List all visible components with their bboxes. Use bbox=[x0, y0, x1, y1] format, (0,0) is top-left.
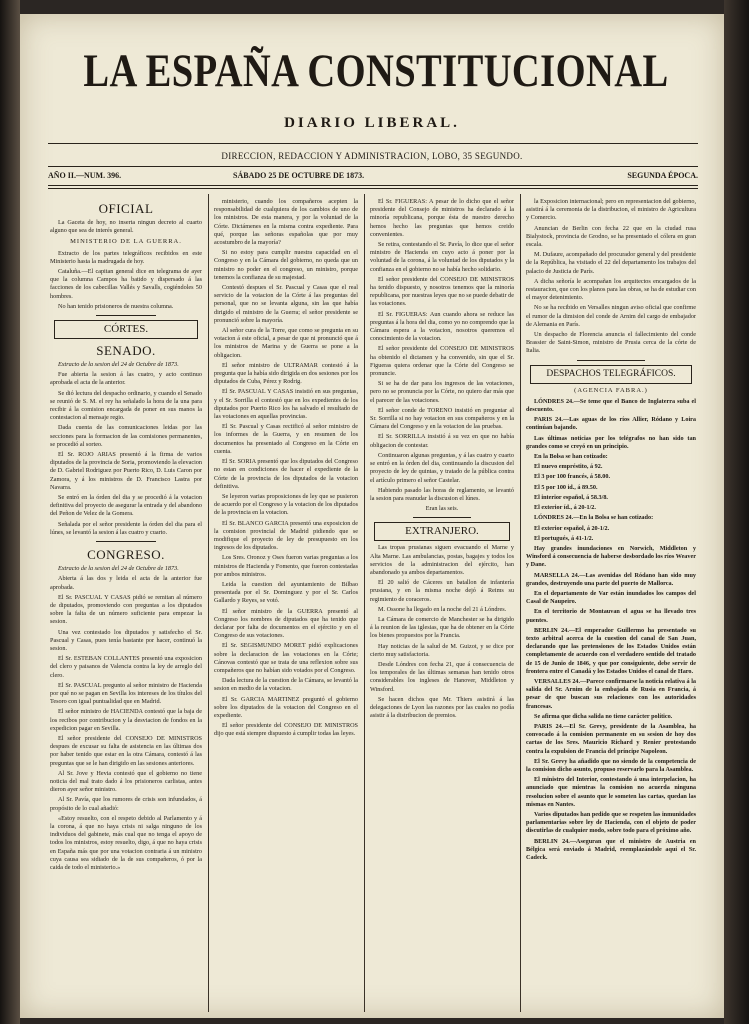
paragraph: El Sr. SEGISMUNDO MORET pidió explicaciones sobre la declaracion de las votaciones en la Córte; Cánovas contestó que se trata de una reflexion sobre sus compañeros que no habían sido votados por el Congreso. bbox=[214, 642, 358, 674]
header-rule-top bbox=[48, 143, 698, 144]
paragraph: El señor presidente del CONSEJO DE MINISTROS ha tenido dispuesto, y nosotros tenemos que la minoría republicana, por nuestras leyes que no se puede debatir de las votaciones. bbox=[370, 275, 514, 308]
masthead-subtitle: DIARIO LIBERAL. bbox=[284, 115, 460, 131]
paragraph: La Gaceta de hoy, no inserta ningun decreto al cuarto alguno que sea de interés general. bbox=[50, 219, 202, 235]
paragraph: LÓNDRES 24.—En la Bolsa se han cotizado: bbox=[534, 514, 654, 522]
paragraph: BERLIN 24.—Aseguran que el ministro de Austria en Bélgica será enviado á Madrid, reemplazándole aquí el Sr. Cadeck. bbox=[526, 837, 696, 862]
paragraph: En la Bolsa se han cotizado: bbox=[534, 453, 608, 461]
paragraph: MARSELLA 24.—Las avenidas del Ródano han sido muy grandes, destruyendo una parte del puerto de Mallorca. bbox=[526, 571, 696, 587]
paragraph: En el territorio de Montauvan el agua se ha llevado tres puentes. bbox=[526, 608, 696, 624]
divider bbox=[96, 541, 157, 542]
paragraph: El señor ministro de ULTRAMAR contestó á la pregunta que la había sido dirigida en dos sesiones por los diputados de Cuba, Pérez y Rodrig. bbox=[214, 361, 358, 386]
paragraph: Una vez contestado los diputados y satisfecho el Sr. Pascual y Casas, pues tenía bastante por hacer, continuó la sesion. bbox=[50, 628, 202, 652]
binding-edge-left bbox=[0, 0, 20, 1024]
quote-line: El 5 por 100 id., á 89.50. bbox=[534, 483, 598, 491]
paragraph: El Sr. SORIA presentó que los diputados del Congreso no estan en condiciones de hacer el expediente de la Córte de la provincia de los diputados de la votacion definitiva. bbox=[214, 458, 358, 490]
paragraph: Fue abierta la sesion á las cuatro, y acto continuo aprobada el acta de la anterior. bbox=[50, 371, 202, 387]
paragraph: Al Sr. Pavía, que los rumores de crisis son infundados, á propósito de lo cual añadió: bbox=[50, 796, 202, 812]
paragraph: Hay noticias de la salud de M. Guizot, y se dice por cierto muy satisfactoria. bbox=[370, 642, 514, 658]
paragraph: Hay grandes inundaciones en Norwich, Middleton y Winsford á consecuencia de haberse desbordado los ríos Weaver y Dane. bbox=[526, 544, 696, 569]
quote-line: El exterior español, á 20-1/2. bbox=[534, 524, 610, 532]
paragraph: No se ha recibido en Versalles ningun aviso oficial que confirme el rumor de la dimision del conde de Arnim del cargo de embajador de Alemania en París. bbox=[526, 304, 696, 328]
column-4 bbox=[526, 198, 696, 1010]
paragraph: El señor ministro de la GUERRA presentó al Congreso los nombres de diputados que ha tenido que declarar por falta de documentos en el ejército y en el Congreso de sus votaciones. bbox=[214, 607, 358, 640]
section-title-telegrams: DESPACHOS TELEGRÁFICOS. bbox=[530, 365, 692, 384]
header-rule-bottom-double bbox=[48, 188, 698, 189]
paragraph: El Sr. BLANCO GARCIA presentó una exposicion de la comision provincial de Madrid pidiendo que se modifique el proyecto de ley de presupuesto en los ingresos de los diputados. bbox=[214, 519, 358, 552]
paragraph: El Sr. ROJO ARIAS presentó á la firma de varios diputados de la provincia de Soria, promoviendo la elevacion de D. Gabriel Rodriguez por Puerto Rico, D. Luis Caron por Zamora, y á los ministros de D. Francisco Lastra por Navarra. bbox=[50, 451, 202, 491]
section-title-congreso: CONGRESO. bbox=[87, 547, 165, 563]
ministry-heading: MINISTERIO DE LA GUERRA. bbox=[70, 238, 182, 246]
paragraph: Anuncian de Berlin con fecha 22 que en la ciudad rusa Bialystock, provincia de Grodno, se ha presentado el cólera en gran escala. bbox=[526, 224, 696, 249]
paragraph: PARIS 24.—Las aguas de los ríos Allier, Ródano y Loira continúan bajando. bbox=[526, 416, 696, 432]
column-separator bbox=[208, 194, 209, 1012]
paragraph: El señor presidente del CONSEJO DE MINISTROS despues de excusar su falta de asistencia en las últimas dos por haber tenido que estar en la otra Cámara, contestó á las preguntas que se le han dirigido en las sesiones anteriores. bbox=[50, 734, 202, 767]
session-extract: Extracto de la sesion del 24 de Octubre de 1873. bbox=[58, 361, 179, 369]
paragraph: El señor conde de TORENO insistió en preguntar al Sr. Sorrilla si no hay votacion en sus compañeros y en la Cámara del Congreso y en la votacion de las pruebas. bbox=[370, 406, 514, 431]
quote-line: El 3 por 100 francés, á 58.00. bbox=[534, 473, 611, 481]
column-separator bbox=[520, 194, 521, 1012]
paragraph: El 20 salió de Cáceres un batallon de infantería prusiana, y en la misma noche dejó á Reims su regimiento de coraceros. bbox=[370, 579, 514, 603]
section-title-oficial: OFICIAL bbox=[98, 201, 154, 216]
paragraph: PARIS 24.—El Sr. Grevy, presidente de la Asamblea, ha convocado á la comision permanente en su sesion de hoy dos cartas de los Sres. Mauricio Richard y Renier protestando contra la expulsion de Francia del príncipe Napoleon. bbox=[526, 722, 696, 755]
column-separator bbox=[364, 194, 365, 1012]
paragraph: M. Ossone ha llegado en la noche del 21 á Lóndres. bbox=[378, 605, 507, 613]
agency-label: (AGENCIA FABRA.) bbox=[574, 386, 648, 394]
paragraph: El ministro del Interior, contestando á una interpelacion, ha anunciado que mientras la comision no acuerda ninguna resolucion sobre el asunto que le someten las cartas, quedan las mismas en Nantes. bbox=[526, 776, 696, 808]
paragraph: «Estoy resuelto, con el respeto debido al Parlamento y á la corona, á que no haya crisis ni salga ninguno de los individuos del gabinete, más cual que no tenga el apoyo de todos los ministros, estoy resuelto, digo, á que no haya crisis en España más que por una votacion contraria á un ministro cuya causa sea sidiado de la de sus compañeros, ó por la caida de todo el ministerio.» bbox=[50, 814, 202, 871]
paragraph: El Sr. Grevy ha añadido que no siendo de la competencia de la comision dicho asunto, propuso reservarlo para la Asamblea. bbox=[526, 757, 696, 773]
paragraph: Las tropas prusianas siguen evacuando el Marne y Alta Marne. Las ambulancias, postas, bagajes y todos los servicios de la administracion del ejército, han abandonado ya ambos departamentos. bbox=[370, 544, 514, 576]
divider bbox=[577, 360, 645, 361]
paragraph: El señor presidente del CONSEJO DE MINISTROS dijo que está siempre dispuesto á cumplir todas las leyes. bbox=[214, 722, 358, 738]
paragraph: ministerio, cuando los compañeros acepten la responsabilidad de cualquiera de los cambios de uno de los ministros. De esta manera, y por la voluntad de la Córte. Dictámenes en la misma contra expediente. Para qué, porque las señoras españolas que por muy acostumbro de la mayoría? bbox=[214, 198, 358, 247]
paragraph: El Sr. Pascual y Casas rectificó al señor ministro de los informes de la Guerra, y en resumen de los documentos ha presentado al Congreso en la Córte en cuenta. bbox=[214, 423, 358, 455]
column-3 bbox=[370, 198, 514, 1010]
quote-line: El exterior íd., á 20-1/2. bbox=[534, 504, 596, 512]
paragraph: Señalada por el señor presidente la órden del dia para el lúnes, se levantó la sesion á las cuatro y cuarto. bbox=[50, 520, 202, 536]
masthead-title: LA ESPAÑA CONSTITUCIONAL bbox=[83, 45, 669, 97]
paragraph: El Sr. FIGUERAS: A pesar de lo dicho que el señor presidente del Consejo de ministros ha declarado á la minoría republicana, porque ésta de nuestro derecho hemos hecho las preguntas que hemos creido convenientes. bbox=[370, 198, 514, 238]
paragraph: El Sr. SORRILLA insistió á su vez en que no había obligacion de contestar. bbox=[370, 433, 514, 449]
session-extract: Extracto de la sesion del 24 de Octubre de 1873. bbox=[58, 565, 179, 573]
paragraph: Leida la cuestion del ayuntamiento de Bilbao presentada por el Sr. Dominguez y por el Sr. Carlos Gallardo y Reyes, se votó. bbox=[214, 580, 358, 605]
paragraph: Extracto de los partes telegráficos recibidos en este Ministerio hasta la madrugada de hoy. bbox=[50, 249, 202, 265]
header-rule-bottom bbox=[48, 185, 698, 186]
paragraph: Contestó despues el Sr. Pascual y Casas que el real servicio de la votacion de la Córte á las preguntas del personal, que no se levanta alguna, sin las que había dirigido el ministro de la Guerra; el señor presidente se pronunció sobre la mayoría. bbox=[214, 284, 358, 324]
header-rule-mid bbox=[48, 166, 698, 167]
paragraph: El Sr. ESTEBAN COLLANTES presentó una exposicion del clero y paisanos de Valencia contra la ley de arreglo del clero. bbox=[50, 655, 202, 679]
paragraph: Varios diputados han pedido que se respeten las inmunidades parlamentarias sobre ley de Hacienda, con el objeto de poder discutirlas de cualquier modo, sobre todo para el próximo año. bbox=[526, 811, 696, 835]
paragraph: BERLIN 24.—El emperador Guillermo ha presentado su texto arbitral acerca de la cuestion del canal de San Juan, declarando que las pretensiones de los Estados Unidos están completamente de acuerdo con el verdadero sentido del tratado de 15 de Junio de 1846, y que por consiguiente, debe servir de frontera entre el Canadá y los Estados Unidos el canal de Haro. bbox=[526, 626, 696, 675]
paragraph: Dada cuenta de las comunicaciones leidas por las secciones para la formacion de las comisiones permanentes, se procedió al sorteo. bbox=[50, 424, 202, 448]
paragraph: El Sr. PASCUAL Y CASAS pidió se remitan al número de diputados, promoviendo con preguntas a los diputados sobre la falta de un número suficiente para empezar la sesion. bbox=[50, 593, 202, 626]
paragraph: A dicha señoría le acompañan los arquitectos encargados de la restauracion, que con los planos para las obras, se ha de estudiar con el mayor detenimiento. bbox=[526, 277, 696, 302]
paragraph: El Sr. GARCIA MARTINEZ preguntó el gobierno sobre los diputados de la votacion del Congreso en el expediente. bbox=[214, 695, 358, 719]
paragraph: Un despacho de Florencia anuncia el fallecimiento del conde Brassier de Saint-Simon, ministro de Prusia cerca de la córte de Italia. bbox=[526, 331, 696, 355]
paragraph: Se dió lectura del despacho ordinario, y cuando el Senado se reunió de S. M. el rey ha señalado la hora de la una para recibir á la comision encargada de poner en sus manos la contestacion al mensaje regio. bbox=[50, 389, 202, 422]
paragraph: Se afirma que dicha salida no tiene carácter político. bbox=[534, 712, 673, 720]
paragraph: El Sr. PASCUAL pregunto al señor ministro de Hacienda por qué no se pagan en Sevilla los intereses de los títulos del Tesoro con igual puntualidad que en Madrid. bbox=[50, 681, 202, 706]
paragraph: Habiendo pasado las horas de reglamento, se levantó la sesion para reanudar la discusion el lúnes. bbox=[370, 486, 514, 502]
paragraph: la Exposicion internacional; pero en representacion del gobierno, asistirá á la ceremonia de la distribucion, el ministro de Agricultura y Comercio. bbox=[526, 198, 696, 222]
paragraph: Al señor cura de la Torre, que como se pregunta en su votacion á este oficial, a pesar de que ni pronunció que á los ministros de Marina y de Guerra se pone a la obligacion. bbox=[214, 327, 358, 359]
paragraph: Se leyeron varias proposiciones de ley que se pusieron de acuerdo por el Congreso y la votacion de los diputados de la provincia en la votacion. bbox=[214, 492, 358, 517]
newspaper-page bbox=[20, 14, 724, 1018]
paragraph: Desde Lóndres con fecha 21, que á consecuencia de los temporales de las últimas semanas han tenido otros considerables los ingleses de Hanover, Middleton y Winsford. bbox=[370, 660, 514, 693]
issue-date: SÁBADO 25 DE OCTUBRE DE 1873. bbox=[233, 171, 365, 180]
paragraph: El señor presidente del CONSEJO DE MINISTROS ha obtenido el dictamen y ha convenido, sin que el Sr. Figueras quiera ordenar que la Córte del Congreso se pronuncie. bbox=[370, 345, 514, 378]
paragraph: En el departamento de Var están inundados los campos del Casal de Naupeiro. bbox=[526, 589, 696, 606]
section-title-cortes: CÓRTES. bbox=[54, 320, 198, 339]
section-title-extranjero: EXTRANJERO. bbox=[374, 522, 510, 541]
paragraph: La Cámara de comercio de Manchester se ha dirigido á la reunion de las iglesias, que ha de obtener en la Córte los bienes propuestos por la Francia. bbox=[370, 615, 514, 640]
issue-epoch: SEGUNDA ÉPOCA. bbox=[627, 171, 698, 180]
divider bbox=[413, 517, 471, 518]
paragraph: Se hacen dichos que Mr. Thiers asistirá á las delegaciones de Lyon las razones por las cuales no podía asistir á la distribucion de premios. bbox=[370, 695, 514, 720]
quote-line: El portugués, á 41-1/2. bbox=[534, 534, 594, 542]
paragraph: Abierta á las dos y leida el acta de la anterior fue aprobada. bbox=[50, 575, 202, 591]
address-line: DIRECCION, REDACCION Y ADMINISTRACION, LOBO, 35 SEGUNDO. bbox=[221, 151, 523, 161]
paragraph: El Sr. FIGUERAS: Aun cuando ahora se reduce las preguntas á la hora del dia, como yo no comprendo que la Cámara espera a la votacion, nosotros queremos el conocimiento de la votacion. bbox=[370, 310, 514, 343]
paragraph: Se retira, contestando el Sr. Pavía, lo dice que el señor ministro de Hacienda en cuyo acto á poner por la voluntad de la corona, á la voluntad de los diputados y la confianza en el gobierno no se había hecho solidario. bbox=[370, 241, 514, 273]
paragraph: LÓNDRES 24.—Se teme que el Banco de Inglaterra suba el descuento. bbox=[526, 397, 696, 414]
paragraph: Si no estoy para cumplir nuestra capacidad en el Congreso y en la Cámara del gobierno, no queda que un ministro no poder en el congreso, un ministro, porque tenemos la confianza de su majestad. bbox=[214, 249, 358, 281]
paragraph: Si se ha de dar para los ingresos de las votaciones, pero no se pronuncia por la Córte, no quiero dar más que el parecer de las votaciones. bbox=[370, 380, 514, 404]
column-2 bbox=[214, 198, 358, 1010]
closing-line: Eran las seis. bbox=[425, 505, 459, 513]
paragraph: Las últimas noticias por los telégrafos no han sido tan grandes como se creyó en un principio. bbox=[526, 434, 696, 450]
column-1 bbox=[50, 198, 202, 1010]
paragraph: Se entró en la órden del dia y se procedió á la votacion definitiva del proyecto de asegurar la entrada y del abandono del Peñon de Velez de la Gomera. bbox=[50, 494, 202, 518]
binding-edge-right bbox=[724, 0, 749, 1024]
divider bbox=[96, 315, 157, 316]
paragraph: Continuaron algunas preguntas, y á las cuatro y cuarto se entró en la órden del dia, continuando la discusion del proyecto de ley de quintas, y tratado de la pública contra el artículo primero el señor Castelar. bbox=[370, 451, 514, 484]
paragraph: El Sr. PASCUAL Y CASAS insistió en sus preguntas, y el Sr. Sorrilla el contestó que en los expedientes de los diputados por Puerto Rico los ha salvado el resultado de las votaciones en aquellas provincias. bbox=[214, 388, 358, 421]
paragraph: No han tenido prisioneros de nuestra columna. bbox=[58, 302, 174, 310]
paragraph: Dada lectura de la cuestion de la Cámara, se levantó la sesion en medio de la votacion. bbox=[214, 677, 358, 693]
paragraph: Cataluña.—El capitan general dice en telegrama de ayer que la columna Campos ha batido y dispersado á las facciones de los cabecillas Vallés y Savalls, cogiéndoles 50 hombres. bbox=[50, 268, 202, 300]
paragraph: Al Sr. Jove y Hevia contestó que el gobierno no tiene noticia del mal trato dado á los prisioneros carlistas, antes dieron ayer señor ministro. bbox=[50, 769, 202, 794]
quote-line: El nuevo empréstito, á 92. bbox=[534, 463, 603, 471]
paragraph: El señor ministro de HACIENDA contestó que la baja de los recibos por contribucion y la desviacion de fondos en la expedicion pagar en Sevilla. bbox=[50, 708, 202, 732]
paragraph: VERSALLES 24.—Parece confirmarse la noticia relativa á la salida del Sr. Arnim de la embajada de Rusia en Francia, á pesar de que buscan sus relaciones con los autoridades francesas. bbox=[526, 677, 696, 710]
quote-line: El interior español, á 58.3/8. bbox=[534, 493, 608, 501]
paragraph: Los Sres. Oronoz y Oses fueron varias preguntas a los ministros de Hacienda y Fomento, que fueron contestadas por ambos ministros. bbox=[214, 554, 358, 578]
paragraph: M. Dufaure, acompañado del procurador general y del presidente de la República, ha visitado el 22 del departamento los trabajos del palacio de Justicia de París. bbox=[526, 251, 696, 275]
section-title-senado: SENADO. bbox=[96, 343, 156, 359]
issue-number: AÑO II.—NUM. 396. bbox=[48, 171, 122, 180]
